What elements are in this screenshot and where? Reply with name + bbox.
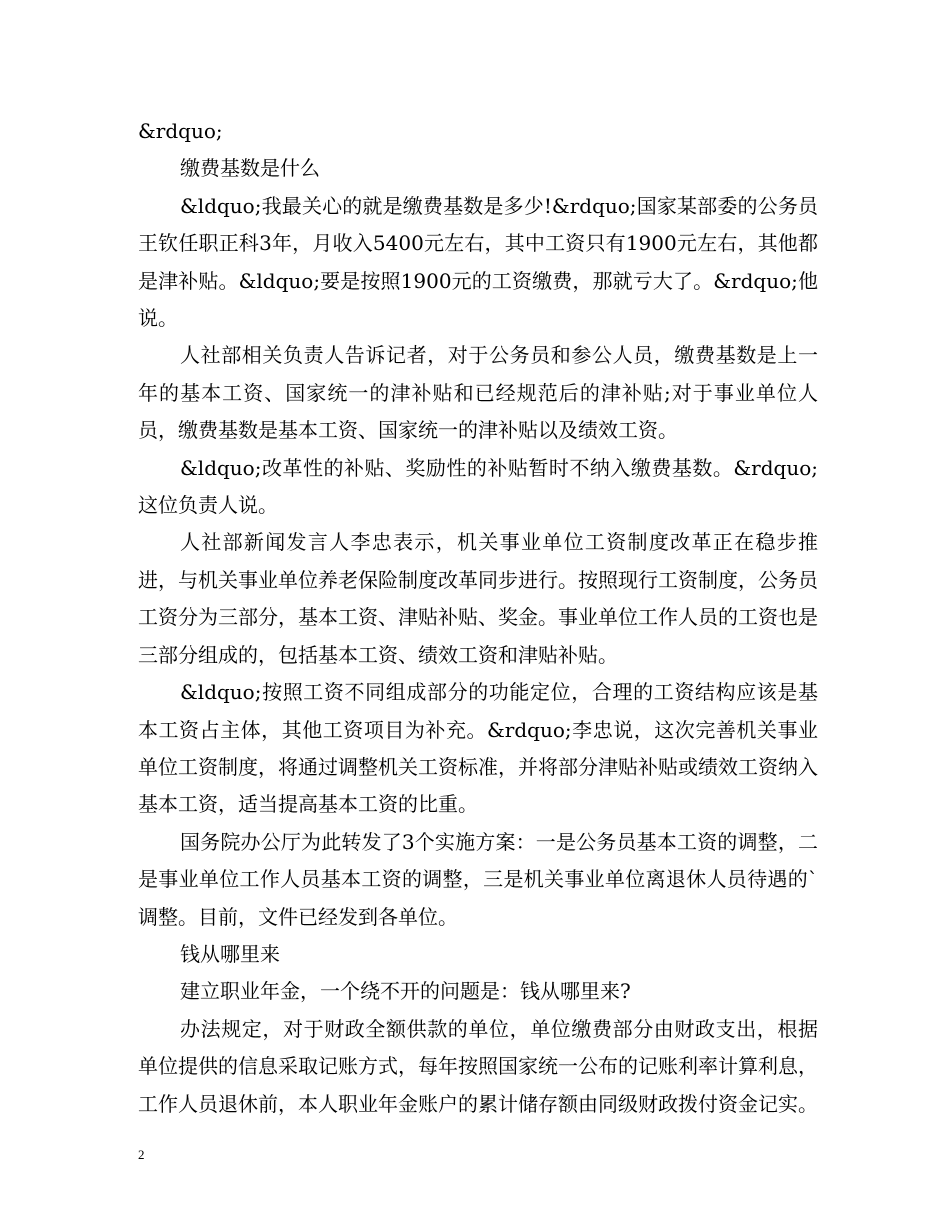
paragraph-official-explanation: 人社部相关负责人告诉记者，对于公务员和参公人员，缴费基数是上一年的基本工资、国家统一的津补贴和已经规范后的津补贴;对于事业单位人员，缴费基数是基本工资、国家统一的津补贴以及绩效工资。 xyxy=(138,343,818,443)
paragraph-funding-question: 建立职业年金，一个绕不开的问题是：钱从哪里来? xyxy=(180,979,631,1004)
heading-contribution-base: 缴费基数是什么 xyxy=(180,156,320,181)
paragraph-salary-structure: &ldquo;按照工资不同组成部分的功能定位，合理的工资结构应该是基本工资占主体，其他工资项目为补充。&rdquo;李忠说，这次完善机关事业单位工资制度，将通过调整机关工资标准，并将部分津贴补贴或绩效工资纳入基本工资，适当提高基本工资的比重。 xyxy=(138,680,818,817)
paragraph-wang-qin-quote: &ldquo;我最关心的就是缴费基数是多少!&rdquo;国家某部委的公务员王钦任职正科3年，月收入5400元左右，其中工资只有1900元左右，其他都是津补贴。&ldquo;要是按照1900元的工资缴费，那就亏大了。&rdquo;他说。 xyxy=(138,193,818,331)
page-number: 2 xyxy=(138,1147,145,1162)
paragraph-subsidy-exclusion: &ldquo;改革性的补贴、奖励性的补贴暂时不纳入缴费基数。&rdquo;这位负责人说。 xyxy=(138,455,818,518)
paragraph-li-zhong-statement: 人社部新闻发言人李忠表示，机关事业单位工资制度改革正在稳步推进，与机关事业单位养老保险制度改革同步进行。按照现行工资制度，公务员工资分为三部分，基本工资、津贴补贴、奖金。事业单位工作人员的工资也是三部分组成的，包括基本工资、绩效工资和津贴补贴。 xyxy=(138,530,818,667)
paragraph-funding-rules: 办法规定，对于财政全额供款的单位，单位缴费部分由财政支出，根据单位提供的信息采取记账方式，每年按照国家统一公布的记账利率计算利息，工作人员退休前，本人职业年金账户的累计储存额由同级财政拨付资金记实。 xyxy=(138,1016,818,1116)
paragraph-implementation-plans: 国务院办公厅为此转发了3个实施方案：一是公务员基本工资的调整，二是事业单位工作人员基本工资的调整，三是机关事业单位离退休人员待遇的`调整。目前，文件已经发到各单位。 xyxy=(138,829,818,929)
heading-where-money-comes-from: 钱从哪里来 xyxy=(180,941,280,966)
document-body xyxy=(138,113,818,1123)
paragraph-rdquo-fragment: &rdquo; xyxy=(138,119,223,143)
